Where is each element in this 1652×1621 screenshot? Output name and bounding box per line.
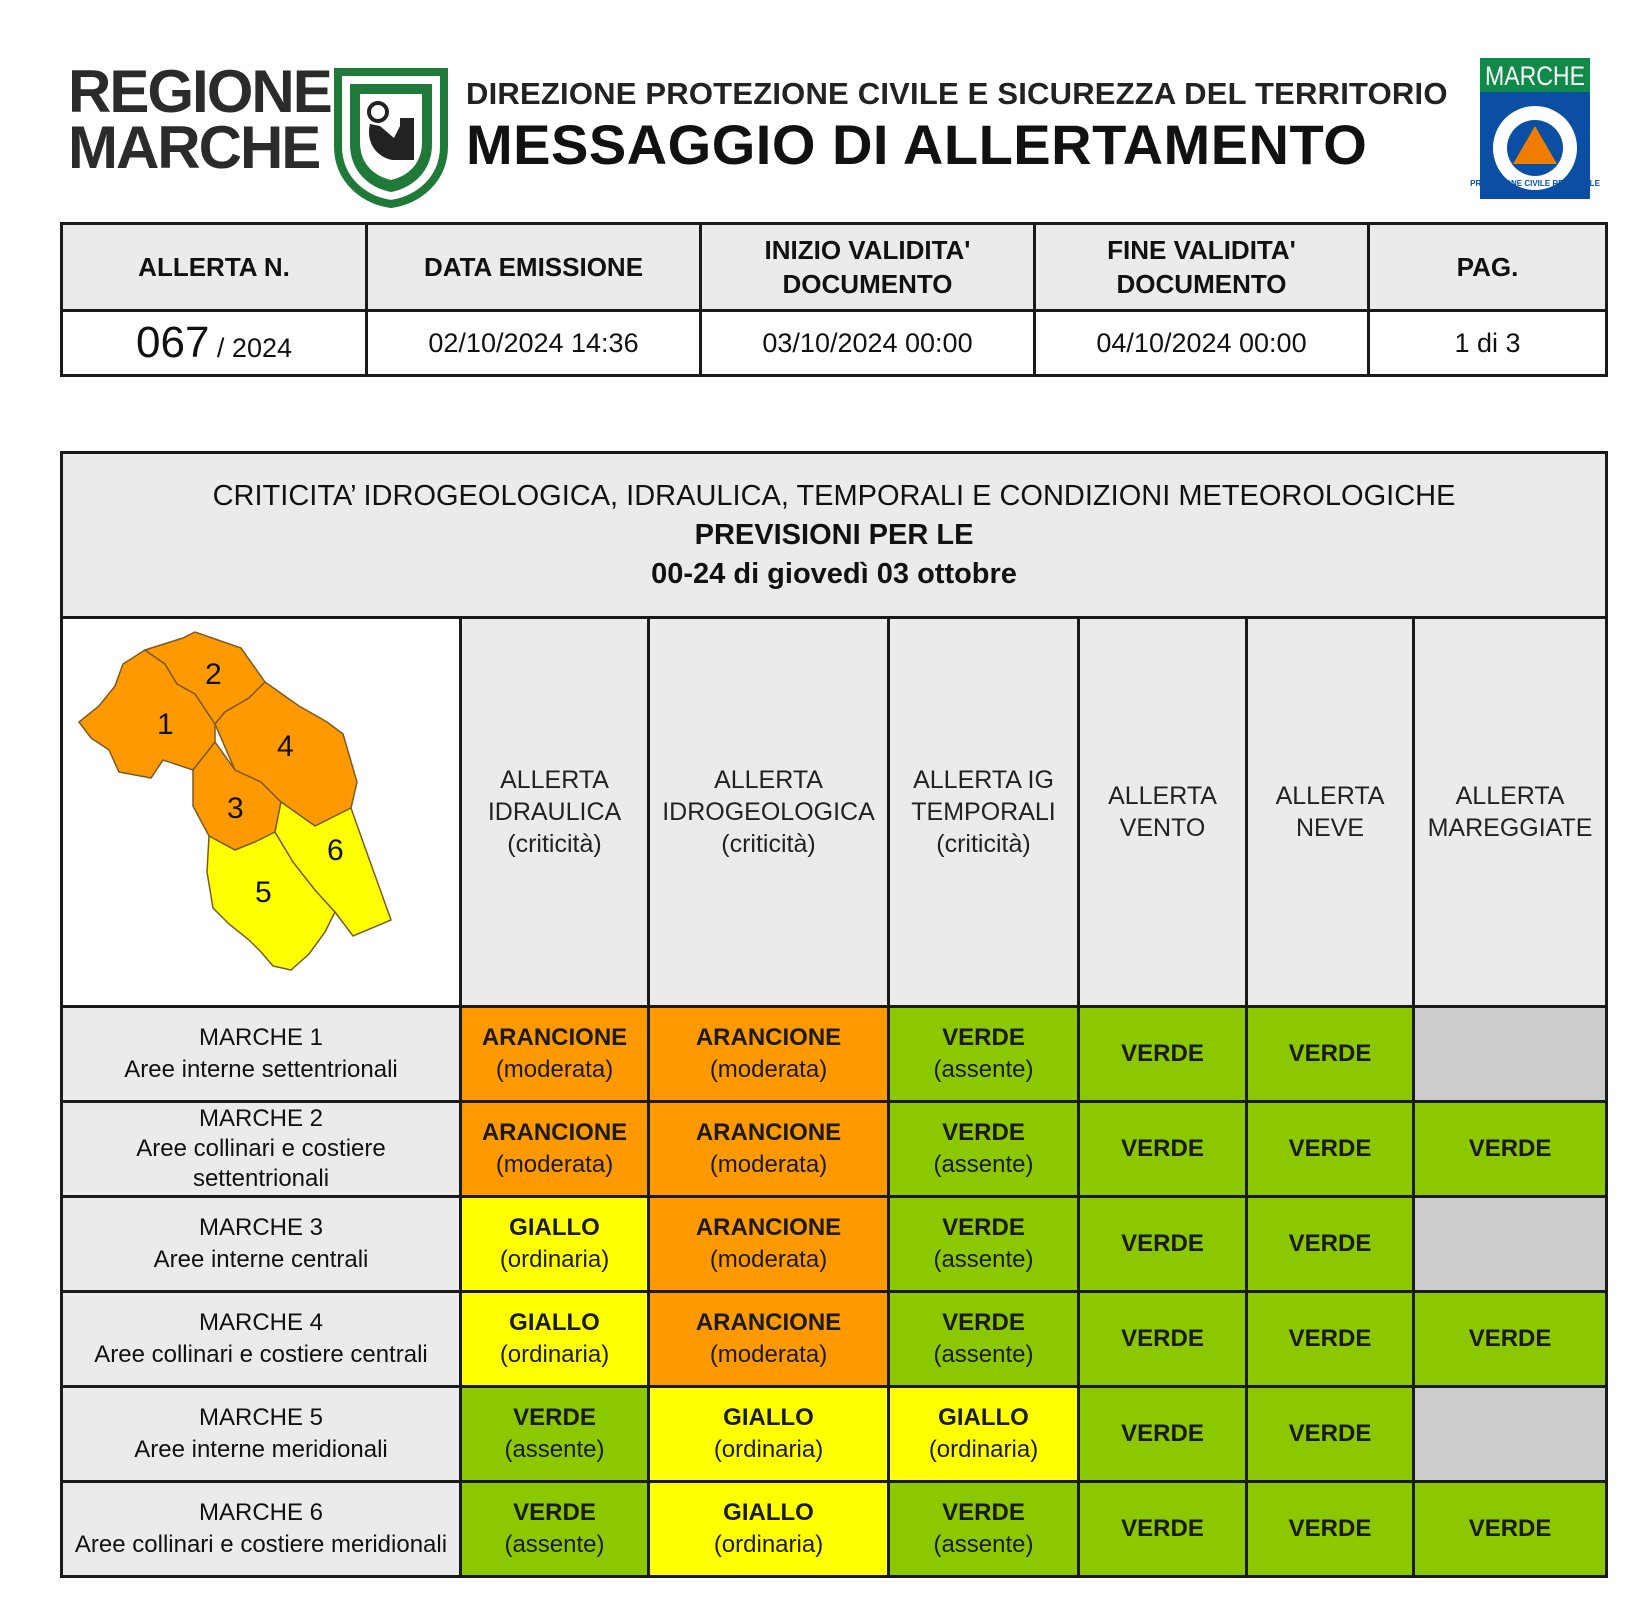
column-header-line1: ALLERTA IG [913,766,1054,794]
column-header-line3: (criticità) [507,830,602,858]
table-row [62,1482,1607,1577]
protezione-civile-icon [1470,58,1600,199]
zone-name: MARCHE 6 [198,1499,324,1526]
zone-name: MARCHE 2 [198,1105,324,1132]
marche-zones-map [65,622,458,1002]
alert-cell-idraulica [461,1102,649,1197]
logo-wordmark [68,58,331,181]
message-title: MESSAGGIO DI ALLERTAMENTO [466,113,1368,176]
alert-cell-vento: VERDE [1079,1387,1247,1482]
zone-name-cell [62,1292,461,1387]
alert-cell-mareggiate [1414,1197,1607,1292]
alert-level: ARANCIONE [695,1119,842,1146]
alert-criticality: (assente) [933,1246,1034,1273]
zone-description: Aree collinari e costiere [136,1135,386,1162]
alert-cell-neve: VERDE [1247,1292,1414,1387]
alert-level: ARANCIONE [481,1119,628,1146]
alert-cell-idrogeologica [649,1102,889,1197]
zone-name-cell [62,1387,461,1482]
alert-level: GIALLO [723,1404,814,1431]
alert-level: ARANCIONE [695,1024,842,1051]
column-header-idrogeologica [649,618,889,1007]
column-header-line3: (criticità) [936,830,1031,858]
table-row [62,1197,1607,1292]
alert-criticality: (moderata) [709,1341,828,1368]
header-validity-end [1035,224,1369,311]
validity-start: 03/10/2024 00:00 [701,311,1035,376]
alert-level: GIALLO [723,1499,814,1526]
column-header-line2: MAREGGIATE [1427,814,1593,842]
badge-ring-text: PROTEZIONE CIVILE REGIONALE [1470,179,1600,188]
alert-cell-idrogeologica [649,1007,889,1102]
alert-criticality: (assente) [933,1056,1034,1083]
table-row [62,1007,1607,1102]
column-header-line2: VENTO [1119,814,1206,842]
column-header-line1: ALLERTA [714,766,823,794]
alert-cell-vento: VERDE [1079,1007,1247,1102]
alert-cell-temporali [889,1387,1079,1482]
alert-cell-temporali [889,1102,1079,1197]
alert-cell-mareggiate [1414,1007,1607,1102]
alert-level: VERDE [513,1404,596,1431]
alert-number: 067 [136,318,210,367]
header-page: PAG. [1369,224,1607,311]
regione-shield-icon [334,68,448,206]
alert-cell-neve: VERDE [1247,1007,1414,1102]
alert-level: GIALLO [938,1404,1029,1431]
column-header-line2: NEVE [1295,814,1365,842]
alert-criticality: (assente) [933,1341,1034,1368]
header-validity-start-line2: DOCUMENTO [782,269,953,299]
alert-criticality: (ordinaria) [713,1436,824,1463]
header-validity-end-line2: DOCUMENTO [1116,269,1287,299]
column-header-temporali [889,618,1079,1007]
zone-name: MARCHE 1 [198,1024,324,1051]
alert-cell-mareggiate: VERDE [1414,1292,1607,1387]
column-header-neve [1247,618,1414,1007]
column-header-line1: ALLERTA [1108,782,1217,810]
alert-level: VERDE [942,1309,1025,1336]
zone-name-cell [62,1102,461,1197]
alert-criticality: (assente) [933,1531,1034,1558]
alert-level: VERDE [942,1499,1025,1526]
alert-cell-temporali [889,1197,1079,1292]
alert-cell-idrogeologica [649,1292,889,1387]
column-header-idraulica [461,618,649,1007]
table-row [62,1102,1607,1197]
emission-date: 02/10/2024 14:36 [367,311,701,376]
column-header-vento [1079,618,1247,1007]
alert-criticality: (ordinaria) [499,1341,610,1368]
alert-cell-idraulica [461,1292,649,1387]
alert-cell-vento: VERDE [1079,1197,1247,1292]
zone-label-6: 6 [326,834,344,867]
column-header-line1: ALLERTA [1275,782,1385,810]
zone-description: Aree interne centrali [153,1246,369,1273]
logo-line-1: REGIONE [68,58,331,125]
alert-criticality: (assente) [504,1531,605,1558]
alert-cell-vento: VERDE [1079,1292,1247,1387]
alert-cell-neve: VERDE [1247,1197,1414,1292]
alert-cell-mareggiate: VERDE [1414,1102,1607,1197]
forecast-table [60,451,1608,1578]
alert-criticality: (ordinaria) [499,1246,610,1273]
zone-label-4: 4 [276,730,294,763]
alert-level: VERDE [942,1024,1025,1051]
validity-end: 04/10/2024 00:00 [1035,311,1369,376]
alert-criticality: (assente) [933,1151,1034,1178]
protezione-civile-badge [1470,58,1600,199]
zone-name: MARCHE 3 [198,1214,324,1241]
alert-cell-idraulica [461,1387,649,1482]
alert-criticality: (moderata) [709,1246,828,1273]
forecast-title-line1: CRITICITA’ IDROGEOLOGICA, IDRAULICA, TEMPORALI E CONDIZIONI METEOROLOGICHE [212,479,1456,512]
forecast-title [62,453,1607,618]
alert-level: VERDE [942,1119,1025,1146]
alert-info-table [60,222,1608,377]
page-number: 1 di 3 [1369,311,1607,376]
alert-cell-temporali [889,1007,1079,1102]
zone-description: Aree collinari e costiere centrali [94,1341,428,1368]
alert-level: GIALLO [509,1309,600,1336]
alert-cell-idrogeologica [649,1197,889,1292]
alert-cell-idrogeologica [649,1482,889,1577]
alert-cell-idrogeologica [649,1387,889,1482]
header-validity-start-line1: INIZIO VALIDITA' [764,235,971,265]
header-validity-end-line1: FINE VALIDITA' [1107,235,1296,265]
alert-cell-vento: VERDE [1079,1482,1247,1577]
column-header-line1: ALLERTA [500,766,609,794]
column-header-mareggiate [1414,618,1607,1007]
alert-number-cell [62,311,367,376]
alert-level: ARANCIONE [695,1214,842,1241]
alert-year: / 2024 [209,333,292,363]
zone-name-cell [62,1482,461,1577]
zone-name-cell [62,1007,461,1102]
alert-cell-temporali [889,1482,1079,1577]
alert-cell-neve: VERDE [1247,1482,1414,1577]
logo-line-2: MARCHE [68,114,320,181]
zone-label-5: 5 [254,876,272,909]
forecast-title-line2: PREVISIONI PER LE [694,518,974,551]
zone-name: MARCHE 5 [198,1404,324,1431]
alert-level: ARANCIONE [481,1024,628,1051]
forecast-title-line3: 00-24 di giovedì 03 ottobre [651,557,1017,590]
alert-criticality: (ordinaria) [928,1436,1039,1463]
zone-map [62,618,461,1007]
regione-marche-logo [68,58,448,206]
zone-label-1: 1 [156,708,174,741]
alert-cell-vento: VERDE [1079,1102,1247,1197]
alert-cell-idraulica [461,1007,649,1102]
alert-cell-mareggiate: VERDE [1414,1482,1607,1577]
alert-criticality: (ordinaria) [713,1531,824,1558]
alert-cell-idraulica [461,1482,649,1577]
badge-top-text: MARCHE [1485,61,1585,91]
alert-cell-temporali [889,1292,1079,1387]
alert-cell-neve: VERDE [1247,1102,1414,1197]
column-header-line2: TEMPORALI [911,798,1056,826]
column-header-line3: (criticità) [721,830,816,858]
column-header-line1: ALLERTA [1455,782,1565,810]
header-alert-number: ALLERTA N. [62,224,367,311]
zone-name: MARCHE 4 [198,1309,324,1336]
alert-criticality: (moderata) [709,1056,828,1083]
zone-description: Aree interne settentrionali [124,1056,398,1083]
alert-cell-neve: VERDE [1247,1387,1414,1482]
alert-criticality: (moderata) [495,1151,614,1178]
table-row [62,1292,1607,1387]
direction-title: DIREZIONE PROTEZIONE CIVILE E SICUREZZA DEL TERRITORIO [466,76,1448,111]
zone-label-3: 3 [226,792,244,825]
alert-criticality: (moderata) [495,1056,614,1083]
alert-level: VERDE [513,1499,596,1526]
zone-description-line2: settentrionali [192,1165,330,1192]
alert-criticality: (moderata) [709,1151,828,1178]
column-header-line2: IDRAULICA [487,798,622,826]
zone-description: Aree collinari e costiere meridionali [74,1531,448,1558]
table-row [62,1387,1607,1482]
alert-level: VERDE [942,1214,1025,1241]
zone-label-2: 2 [204,658,222,691]
header-validity-start [701,224,1035,311]
zone-description: Aree interne meridionali [134,1436,388,1463]
alert-level: GIALLO [509,1214,600,1241]
header-emission-date: DATA EMISSIONE [367,224,701,311]
zone-name-cell [62,1197,461,1292]
alert-cell-idraulica [461,1197,649,1292]
alert-cell-mareggiate [1414,1387,1607,1482]
alert-level: ARANCIONE [695,1309,842,1336]
alert-criticality: (assente) [504,1436,605,1463]
column-header-line2: IDROGEOLOGICA [662,798,875,826]
